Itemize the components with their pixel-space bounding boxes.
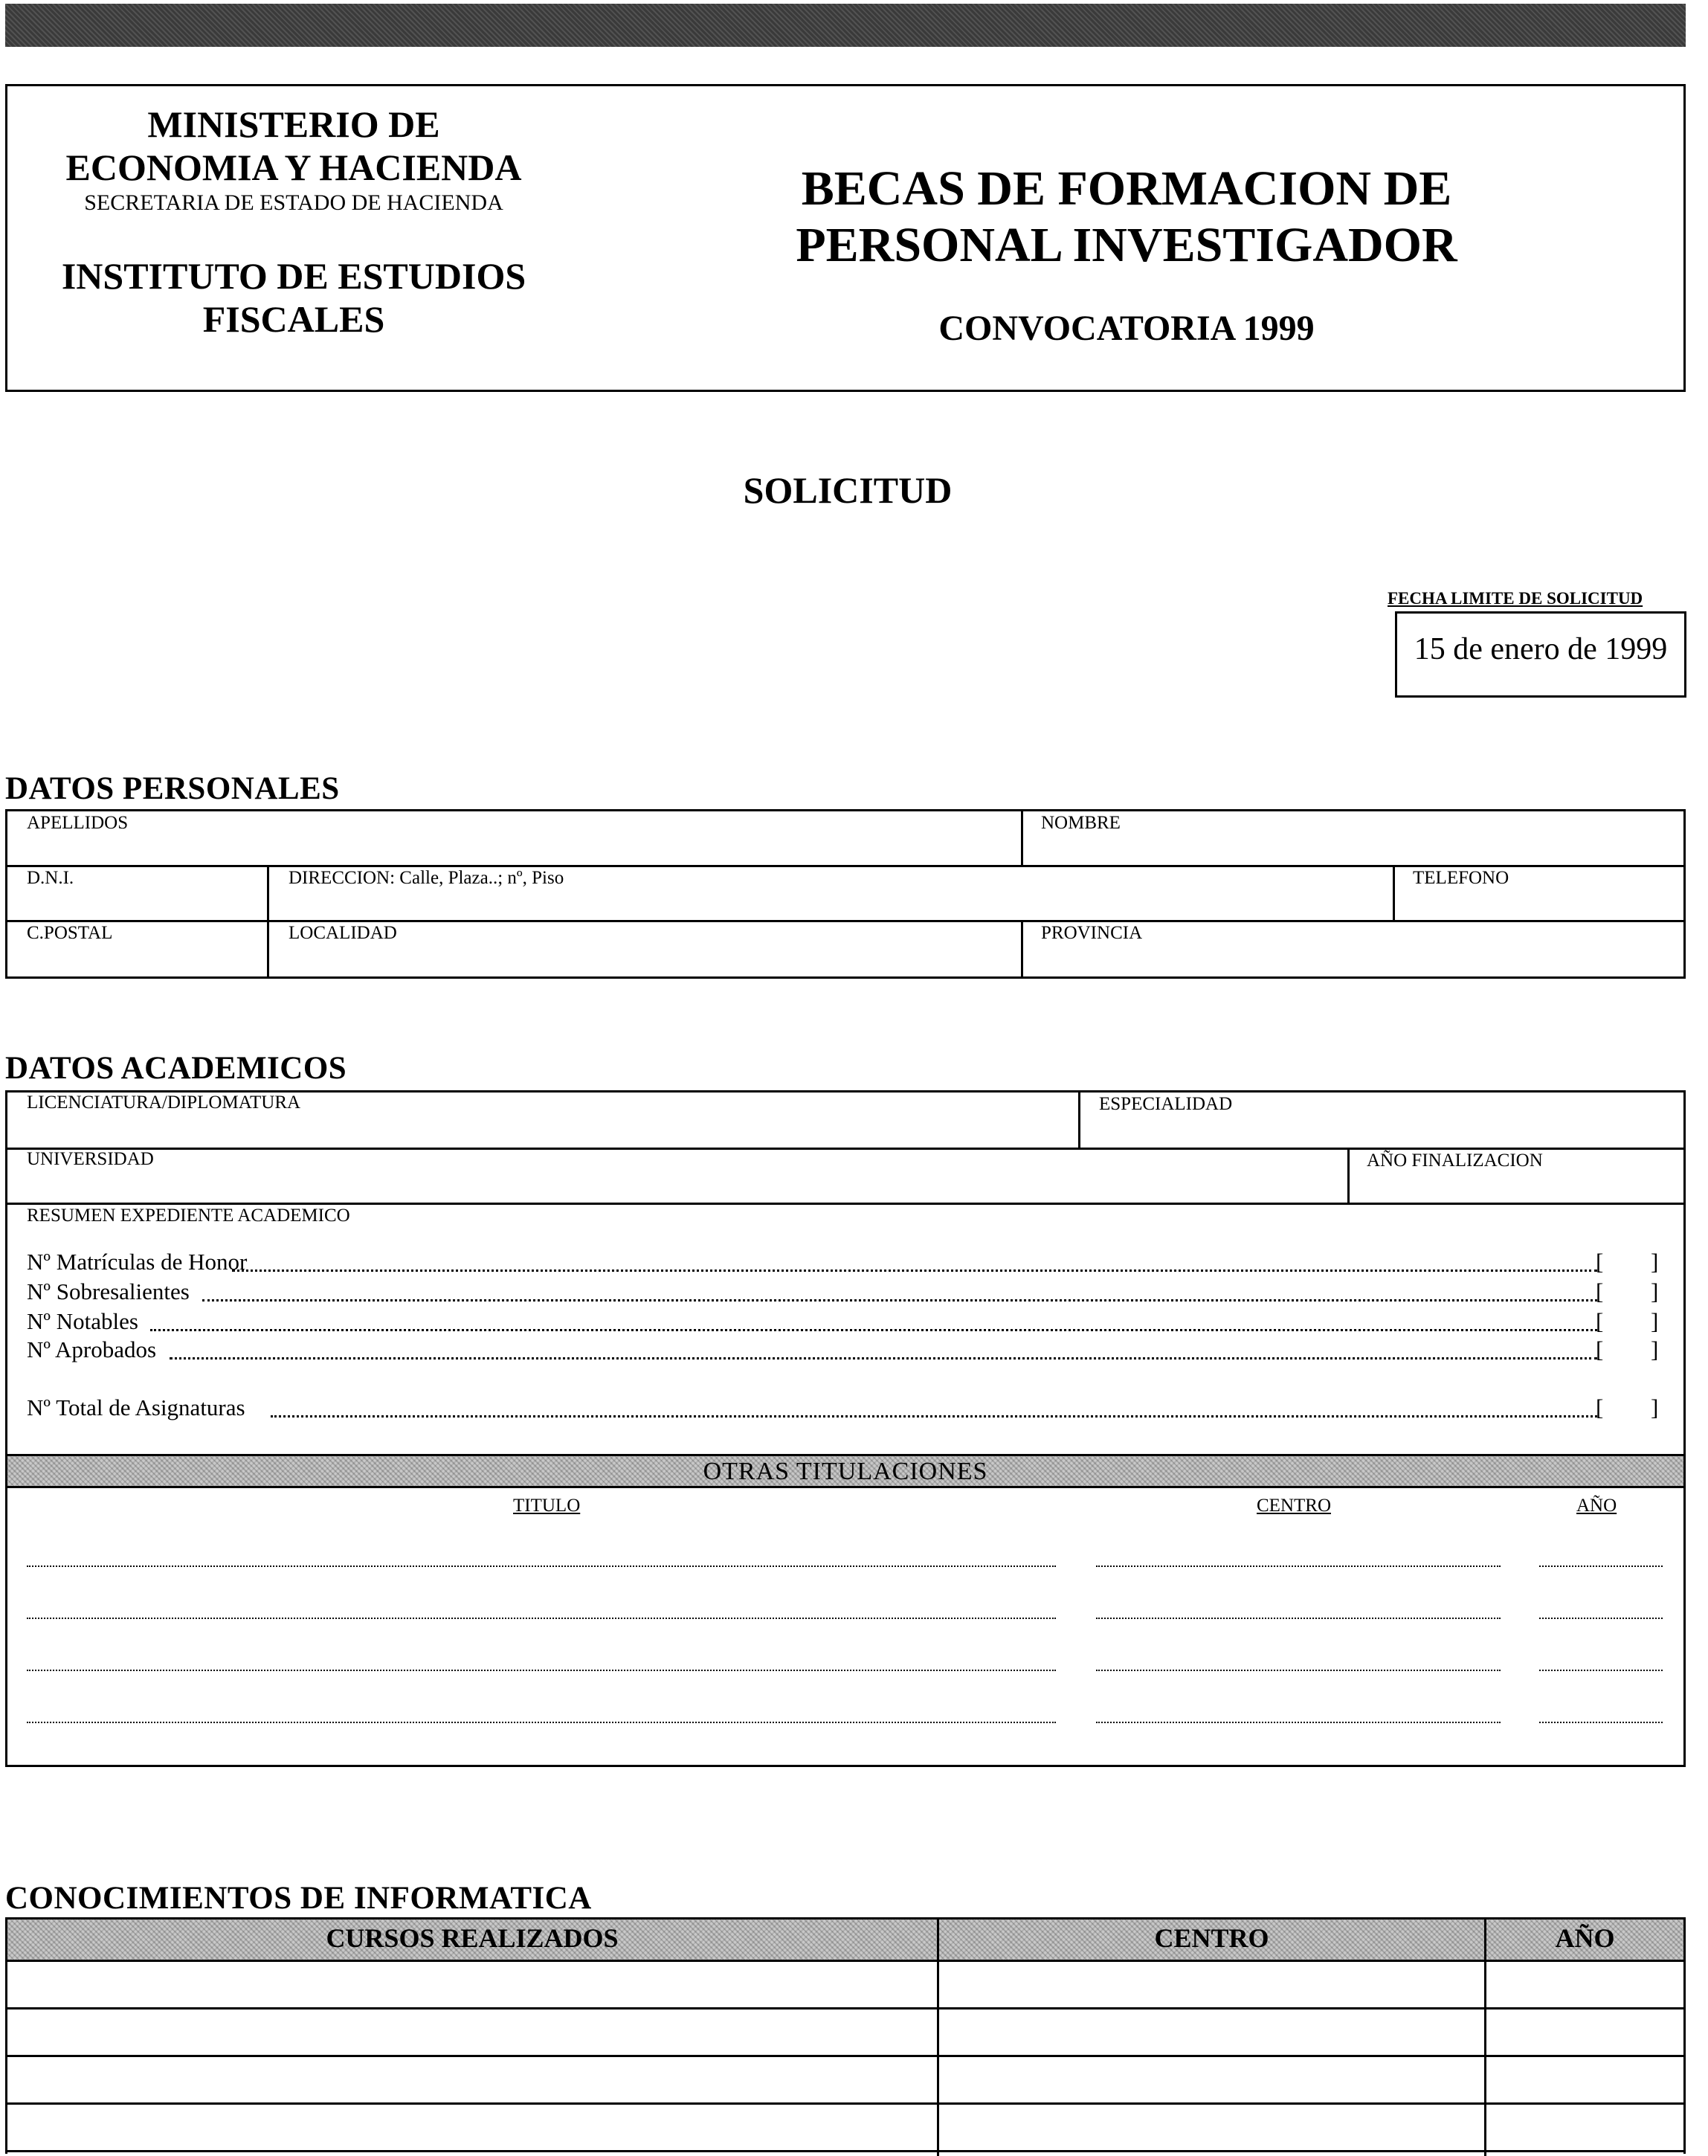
title-line2: PERSONAL INVESTIGADOR xyxy=(796,218,1457,272)
sobresalientes-bracket-open[interactable]: [ xyxy=(1596,1278,1604,1304)
convocatoria-label: CONVOCATORIA 1999 xyxy=(938,309,1315,348)
informatica-table xyxy=(5,1917,1686,2154)
cpostal-field[interactable]: C.POSTAL xyxy=(27,923,113,943)
apellidos-field[interactable]: APELLIDOS xyxy=(27,813,129,833)
centro-line[interactable] xyxy=(1096,1722,1501,1723)
divider xyxy=(7,1148,1683,1150)
ministry-line2: ECONOMIA Y HACIENDA xyxy=(65,147,522,188)
aprobados-label: Nº Aprobados xyxy=(27,1336,157,1362)
otras-titulaciones-header xyxy=(7,1454,1683,1488)
anio-line[interactable] xyxy=(1539,1565,1663,1567)
titulo-line[interactable] xyxy=(27,1618,1056,1619)
leader-dots xyxy=(202,1299,1597,1301)
localidad-field[interactable]: LOCALIDAD xyxy=(289,923,397,943)
direccion-field[interactable]: DIRECCION: Calle, Plaza..; nº, Piso xyxy=(289,868,564,888)
deadline-box xyxy=(1395,611,1686,698)
total-asignaturas-label: Nº Total de Asignaturas xyxy=(27,1394,245,1420)
aprobados-bracket-close[interactable]: ] xyxy=(1651,1336,1659,1362)
leader-dots xyxy=(271,1415,1597,1418)
aprobados-bracket-open[interactable]: [ xyxy=(1596,1336,1604,1362)
divider xyxy=(1078,1093,1080,1148)
total-bracket-close[interactable]: ] xyxy=(1651,1394,1659,1420)
leader-dots xyxy=(170,1357,1597,1359)
anio-finalizacion-field[interactable]: AÑO FINALIZACION xyxy=(1367,1151,1543,1171)
divider xyxy=(1021,920,1023,976)
solicitud-title: SOLICITUD xyxy=(743,469,953,511)
centro-line[interactable] xyxy=(1096,1565,1501,1567)
divider xyxy=(7,2055,1683,2057)
total-bracket-open[interactable]: [ xyxy=(1596,1394,1604,1420)
universidad-field[interactable]: UNIVERSIDAD xyxy=(27,1149,154,1169)
anio-line[interactable] xyxy=(1539,1722,1663,1723)
datos-academicos-table xyxy=(5,1090,1686,1767)
cursos-header: CURSOS REALIZADOS xyxy=(326,1923,619,1953)
informatica-title: CONOCIMIENTOS DE INFORMATICA xyxy=(5,1881,592,1916)
sobresalientes-bracket-close[interactable]: ] xyxy=(1651,1278,1659,1304)
datos-personales-table xyxy=(5,809,1686,979)
notables-label: Nº Notables xyxy=(27,1308,138,1334)
divider xyxy=(1484,1920,1486,2156)
deadline-value: 15 de enero de 1999 xyxy=(1414,632,1668,666)
divider xyxy=(267,865,269,976)
anio-line[interactable] xyxy=(1539,1670,1663,1671)
titulo-line[interactable] xyxy=(27,1722,1056,1723)
divider xyxy=(1021,811,1023,865)
divider xyxy=(1347,1148,1350,1203)
deadline-label: FECHA LIMITE DE SOLICITUD xyxy=(1388,589,1643,608)
ministry-line1: MINISTERIO DE xyxy=(147,103,440,145)
top-banner-bar xyxy=(5,4,1686,47)
divider xyxy=(7,1203,1683,1205)
centro-header: CENTRO xyxy=(1257,1496,1331,1516)
centro-header: CENTRO xyxy=(1154,1923,1269,1953)
instituto-line2: FISCALES xyxy=(202,298,385,340)
titulo-line[interactable] xyxy=(27,1565,1056,1567)
especialidad-field[interactable]: ESPECIALIDAD xyxy=(1099,1094,1233,1114)
divider xyxy=(7,1960,1683,1962)
divider xyxy=(937,1920,939,2156)
divider xyxy=(7,920,1683,922)
divider xyxy=(7,865,1683,867)
title-line1: BECAS DE FORMACION DE xyxy=(801,161,1452,216)
divider xyxy=(7,2102,1683,2105)
provincia-field[interactable]: PROVINCIA xyxy=(1041,923,1143,943)
titulo-line[interactable] xyxy=(27,1670,1056,1671)
secretaria-label: SECRETARIA DE ESTADO DE HACIENDA xyxy=(84,190,503,215)
anio-line[interactable] xyxy=(1539,1618,1663,1619)
notables-bracket-open[interactable]: [ xyxy=(1596,1308,1604,1334)
sobresalientes-label: Nº Sobresalientes xyxy=(27,1278,190,1304)
divider xyxy=(7,2007,1683,2009)
dni-field[interactable]: D.N.I. xyxy=(27,868,74,888)
matriculas-bracket-close[interactable]: ] xyxy=(1651,1249,1659,1275)
licenciatura-field[interactable]: LICENCIATURA/DIPLOMATURA xyxy=(27,1093,301,1113)
divider xyxy=(1393,865,1395,920)
leader-dots xyxy=(232,1270,1597,1272)
centro-line[interactable] xyxy=(1096,1670,1501,1671)
anio-header: AÑO xyxy=(1576,1496,1617,1516)
matriculas-label: Nº Matrículas de Honor xyxy=(27,1249,248,1275)
notables-bracket-close[interactable]: ] xyxy=(1651,1308,1659,1334)
nombre-field[interactable]: NOMBRE xyxy=(1041,813,1121,833)
header-box xyxy=(5,84,1686,392)
leader-dots xyxy=(150,1329,1597,1331)
centro-line[interactable] xyxy=(1096,1618,1501,1619)
instituto-line1: INSTITUTO DE ESTUDIOS xyxy=(61,255,526,297)
anio-header: AÑO xyxy=(1555,1923,1615,1953)
datos-personales-title: DATOS PERSONALES xyxy=(5,771,340,806)
titulo-header: TITULO xyxy=(513,1496,581,1516)
resumen-label: RESUMEN EXPEDIENTE ACADEMICO xyxy=(27,1206,350,1226)
matriculas-bracket-open[interactable]: [ xyxy=(1596,1249,1604,1275)
datos-academicos-title: DATOS ACADEMICOS xyxy=(5,1051,347,1086)
otras-titulaciones-label: OTRAS TITULACIONES xyxy=(703,1458,988,1485)
telefono-field[interactable]: TELEFONO xyxy=(1413,868,1509,888)
divider xyxy=(7,2150,1683,2152)
